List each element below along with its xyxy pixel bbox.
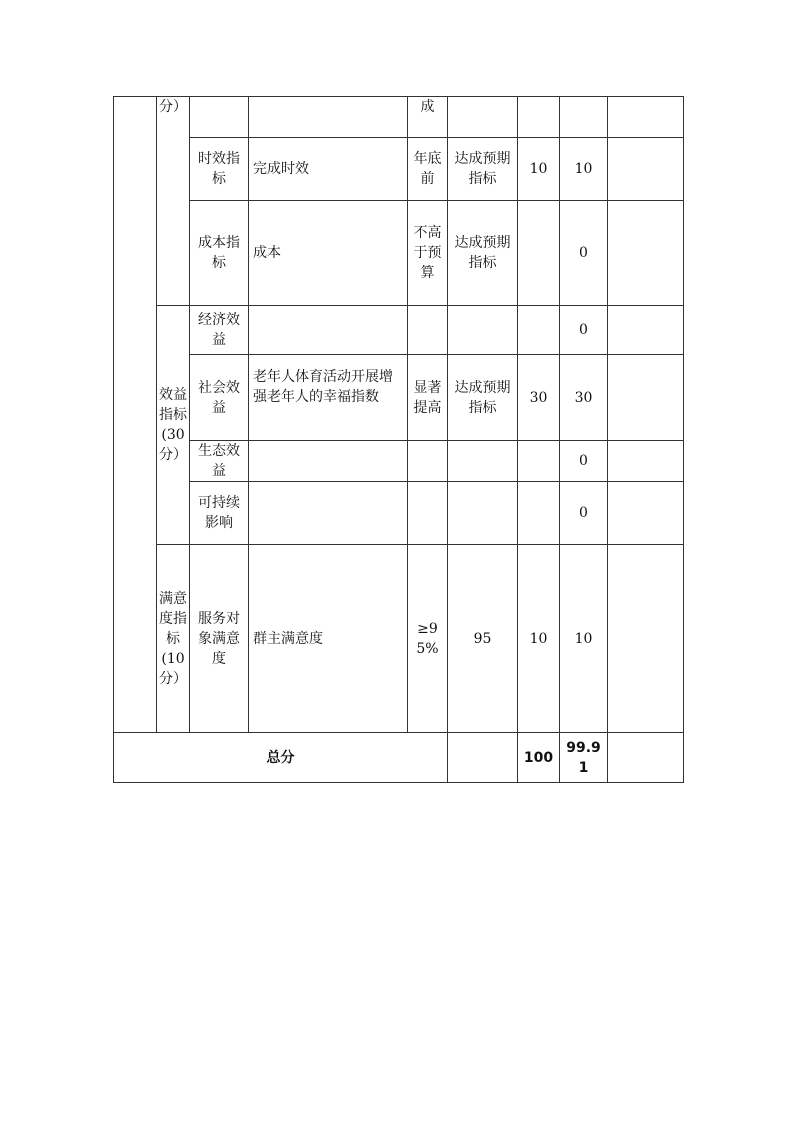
table-row xyxy=(114,441,684,482)
table-row xyxy=(114,355,684,441)
indicator-cell: 生态效益 xyxy=(190,441,249,482)
table-row xyxy=(114,201,684,306)
table-row xyxy=(114,306,684,355)
target-cell: 年底前 xyxy=(408,138,448,201)
target-cell xyxy=(408,306,448,355)
table-row xyxy=(114,138,684,201)
target-cell: 不高于预算 xyxy=(408,201,448,306)
indicator-cell: 社会效益 xyxy=(190,355,249,441)
note-cell xyxy=(608,97,684,138)
note-cell xyxy=(608,201,684,306)
table-row xyxy=(114,97,684,138)
weight-cell: 30 xyxy=(518,355,560,441)
detail-cell xyxy=(249,97,408,138)
indicator-cell: 成本指标 xyxy=(190,201,249,306)
actual-cell: 达成预期指标 xyxy=(448,355,518,441)
target-cell xyxy=(408,482,448,545)
category-cell xyxy=(114,97,157,733)
actual-cell xyxy=(448,441,518,482)
weight-cell xyxy=(518,97,560,138)
note-cell xyxy=(608,138,684,201)
detail-cell: 完成时效 xyxy=(249,138,408,201)
total-weight-cell: 100 xyxy=(518,733,560,783)
weight-cell xyxy=(518,482,560,545)
total-actual-cell xyxy=(448,733,518,783)
weight-cell: 10 xyxy=(518,138,560,201)
actual-cell: 95 xyxy=(448,545,518,733)
weight-cell xyxy=(518,441,560,482)
note-cell xyxy=(608,482,684,545)
score-cell: 0 xyxy=(560,201,608,306)
dimension-cell: 分） xyxy=(157,97,190,306)
score-cell: 30 xyxy=(560,355,608,441)
table-row xyxy=(114,482,684,545)
target-cell: 成 xyxy=(408,97,448,138)
actual-cell xyxy=(448,482,518,545)
total-note-cell xyxy=(608,733,684,783)
performance-table xyxy=(113,96,684,783)
indicator-cell: 经济效益 xyxy=(190,306,249,355)
indicator-cell: 时效指标 xyxy=(190,138,249,201)
score-cell: 10 xyxy=(560,138,608,201)
total-row xyxy=(114,733,684,783)
actual-cell: 达成预期指标 xyxy=(448,138,518,201)
weight-cell xyxy=(518,306,560,355)
score-cell: 0 xyxy=(560,482,608,545)
detail-cell: 群主满意度 xyxy=(249,545,408,733)
table-row xyxy=(114,545,684,733)
total-score-cell: 99.91 xyxy=(560,733,608,783)
score-cell xyxy=(560,97,608,138)
target-cell xyxy=(408,441,448,482)
note-cell xyxy=(608,441,684,482)
score-cell: 0 xyxy=(560,441,608,482)
score-cell: 0 xyxy=(560,306,608,355)
indicator-cell: 可持续影响 xyxy=(190,482,249,545)
actual-cell xyxy=(448,306,518,355)
detail-cell xyxy=(249,482,408,545)
dimension-cell: 效益指标(30分） xyxy=(157,306,190,545)
total-label: 总分 xyxy=(114,733,448,783)
target-cell: ≥95% xyxy=(408,545,448,733)
weight-cell: 10 xyxy=(518,545,560,733)
detail-cell: 老年人体育活动开展增强老年人的幸福指数 xyxy=(249,355,408,441)
actual-cell xyxy=(448,97,518,138)
note-cell xyxy=(608,306,684,355)
score-cell: 10 xyxy=(560,545,608,733)
detail-cell: 成本 xyxy=(249,201,408,306)
detail-cell xyxy=(249,441,408,482)
weight-cell xyxy=(518,201,560,306)
indicator-cell xyxy=(190,97,249,138)
note-cell xyxy=(608,545,684,733)
note-cell xyxy=(608,355,684,441)
indicator-cell: 服务对象满意度 xyxy=(190,545,249,733)
actual-cell: 达成预期指标 xyxy=(448,201,518,306)
detail-cell xyxy=(249,306,408,355)
target-cell: 显著提高 xyxy=(408,355,448,441)
dimension-cell: 满意度指标(10分） xyxy=(157,545,190,733)
